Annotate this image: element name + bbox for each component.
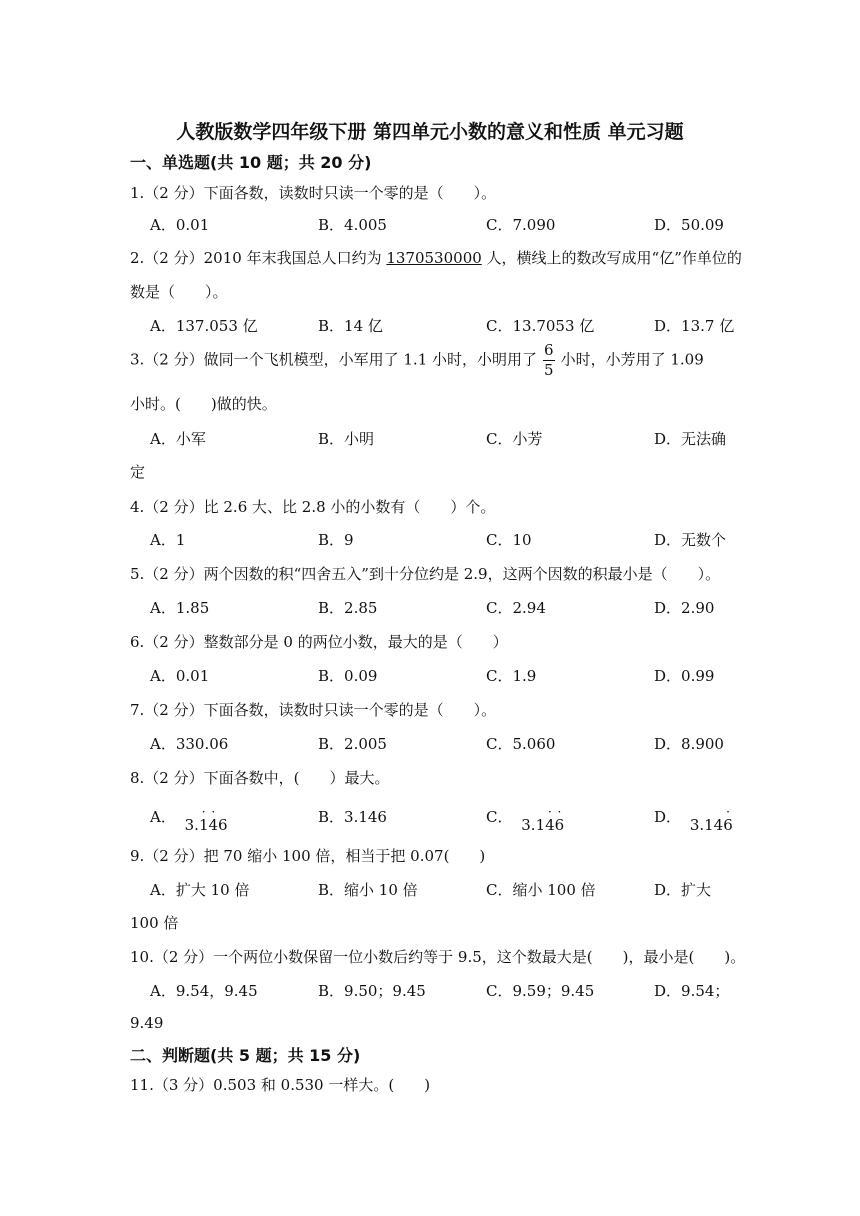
q4-option-b: B．9 [318, 531, 354, 549]
q7-option-a: A．330.06 [150, 735, 229, 753]
q2-text-post: 人，横线上的数改写成用“亿”作单位的 [481, 249, 742, 267]
q9-option-c: C．缩小 100 倍 [486, 881, 596, 899]
digit: 6 [218, 816, 228, 834]
q3-text-pre: 3.（2 分）做同一个飞机模型，小军用了 1.1 小时，小明用了 [130, 350, 538, 369]
q10-option-c: C．9.59；9.45 [486, 982, 595, 1000]
q1-option-c: C．7.090 [486, 216, 556, 234]
dotted-digit: · 4 [545, 816, 555, 834]
q5-option-a: A．1.85 [150, 599, 210, 617]
question-10: 10.（2 分）一个两位小数保留一位小数后约等于 9.5，这个数最大是( )，最小是( )。 [130, 948, 746, 966]
q8-option-c-repeating-decimal [521, 816, 564, 834]
dotted-digit: · 6 [723, 816, 733, 834]
q1-option-a: A．0.01 [150, 216, 210, 234]
digits: 3. [184, 816, 199, 834]
q10-option-a: A．9.54，9.45 [150, 982, 258, 1000]
q8-option-a [150, 806, 228, 834]
q6-option-c: C．1.9 [486, 667, 537, 685]
q6-option-a: A．0.01 [150, 667, 210, 685]
q6-option-b: B．0.09 [318, 667, 378, 685]
q8-option-c-label: C． [486, 808, 513, 826]
q8-option-a-label: A． [150, 808, 176, 826]
q3-option-d-wrap: 定 [130, 463, 146, 481]
q3-option-a: A．小军 [150, 430, 206, 448]
digit: 1 [535, 816, 546, 834]
dotted-digit: · 4 [208, 816, 218, 834]
q1-option-b: B．4.005 [318, 216, 387, 234]
page-title: 人教版数学四年级下册 第四单元小数的意义和性质 单元习题 [176, 121, 684, 143]
q3-fraction-denominator: 5 [544, 361, 554, 379]
question-7: 7.（2 分）下面各数，读数时只读一个零的是（ ）。 [130, 701, 497, 719]
q4-option-a: A．1 [150, 531, 186, 549]
q10-option-d: D．9.54； [654, 982, 730, 1000]
q4-option-c: C．10 [486, 531, 532, 549]
q5-option-b: B．2.85 [318, 599, 378, 617]
q3-option-d: D．无法确 [654, 430, 727, 448]
digits: 3. [689, 816, 705, 834]
q8-option-a-repeating-decimal [185, 816, 228, 834]
q5-option-c: C．2.94 [486, 599, 546, 617]
q3-text-post: 小时，小芳用了 1.09 [560, 350, 704, 369]
question-4: 4.（2 分）比 2.6 大、比 2.8 小的小数有（ ）个。 [130, 498, 496, 516]
q9-option-d-wrap: 100 倍 [130, 914, 179, 932]
question-1: 1.（2 分）下面各数，读数时只读一个零的是（ ）。 [130, 184, 497, 202]
q3-fraction-numerator: 6 [544, 341, 554, 359]
q4-option-d: D．无数个 [654, 531, 727, 549]
q3-option-c: C．小芳 [486, 430, 543, 448]
dotted-digit: · 6 [555, 816, 565, 834]
question-2-line2: 数是（ ）。 [130, 283, 228, 301]
question-3-line2: 小时。( )做的快。 [130, 395, 277, 413]
q8-option-d-repeating-decimal [690, 816, 733, 834]
digits: 3. [521, 816, 536, 834]
question-9: 9.（2 分）把 70 缩小 100 倍，相当于把 0.07( ) [130, 847, 486, 865]
q3-option-b: B．小明 [318, 430, 375, 448]
question-8: 8.（2 分）下面各数中，( ）最大。 [130, 769, 390, 787]
question-11: 11.（3 分）0.503 和 0.530 一样大。( ) [130, 1076, 431, 1094]
q9-option-a: A．扩大 10 倍 [150, 881, 250, 899]
question-6: 6.（2 分）整数部分是 0 的两位小数，最大的是（ ） [130, 633, 508, 651]
q10-option-d-wrap: 9.49 [130, 1014, 164, 1032]
q7-option-b: B．2.005 [318, 735, 387, 753]
q6-option-d: D．0.99 [654, 667, 715, 685]
question-2 [130, 247, 742, 268]
digit: 1 [704, 816, 714, 834]
q8-option-b: B．3.146 [318, 808, 387, 826]
dotted-digit: · 1 [199, 816, 209, 834]
q2-option-d: D．13.7 亿 [654, 317, 735, 335]
section-heading-single-choice: 一、单选题(共 10 题；共 20 分) [130, 153, 372, 172]
q5-option-d: D．2.90 [654, 599, 715, 617]
section-heading-true-false: 二、判断题(共 5 题；共 15 分) [130, 1046, 361, 1065]
question-3 [130, 343, 704, 378]
q10-option-b: B．9.50；9.45 [318, 982, 426, 1000]
q2-option-c: C．13.7053 亿 [486, 317, 595, 335]
q2-option-a: A．137.053 亿 [150, 317, 258, 335]
q7-option-d: D．8.900 [654, 735, 724, 753]
q2-text-pre: 2.（2 分）2010 年末我国总人口约为 [130, 249, 387, 267]
q8-option-c [486, 806, 565, 834]
q8-option-d-label: D． [654, 808, 682, 826]
q7-option-c: C．5.060 [486, 735, 556, 753]
q2-underlined-number: 1370530000 [386, 249, 482, 267]
digit: 4 [713, 816, 724, 834]
q1-option-d: D．50.09 [654, 216, 724, 234]
question-5: 5.（2 分）两个因数的积“四舍五入”到十分位约是 2.9，这两个因数的积最小是（ ）。 [130, 565, 721, 583]
q9-option-d: D．扩大 [654, 881, 712, 899]
q9-option-b: B．缩小 10 倍 [318, 881, 418, 899]
q8-option-d [654, 806, 733, 834]
q2-option-b: B．14 亿 [318, 317, 383, 335]
q3-fraction [543, 343, 555, 378]
